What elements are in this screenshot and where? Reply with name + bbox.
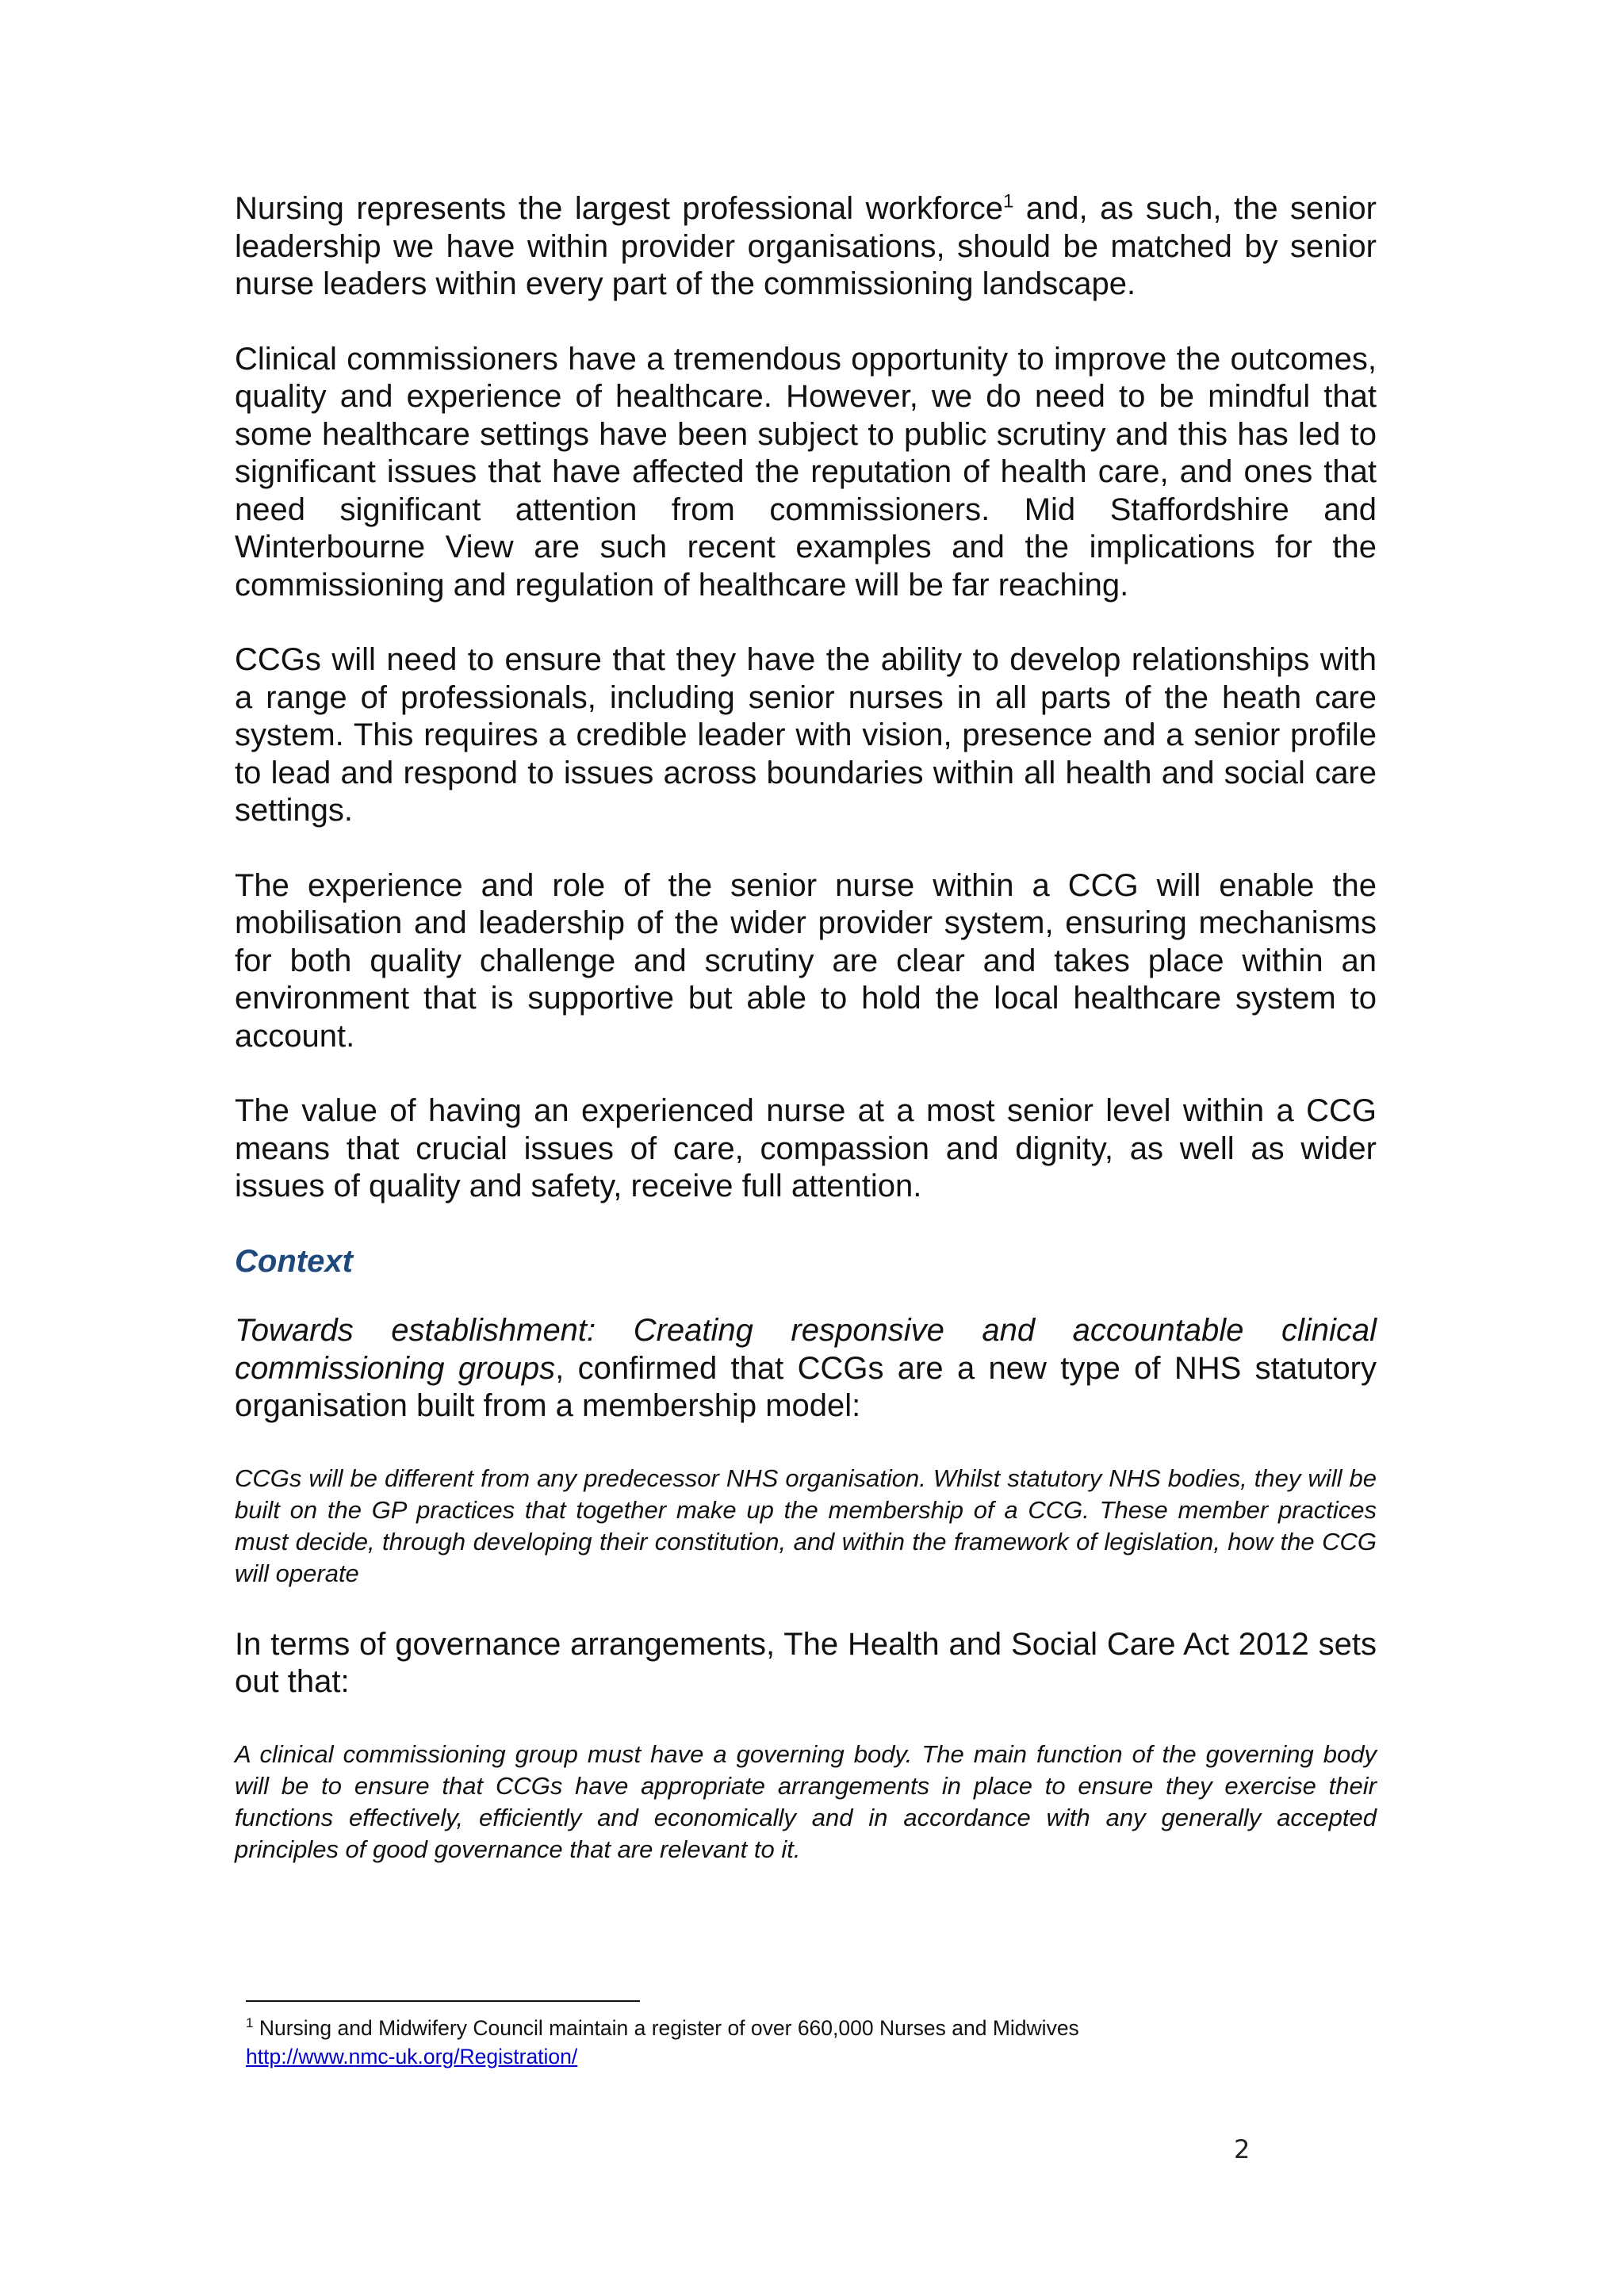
paragraph-governance: In terms of governance arrangements, The Health and Social Care Act 2012 sets out that:	[235, 1626, 1377, 1699]
footnote	[246, 2014, 1356, 2071]
paragraph-nursing-workforce	[235, 190, 1377, 304]
paragraph-text: and, as such, the senior leadership we have within provider organisations, should be matched by senior nurse leaders within every part of the commissioning landscape.	[235, 191, 1377, 301]
document-title-italic: Towards establishment: Creating responsive and accountable clinical commissioning groups	[235, 1313, 1377, 1386]
footnote-marker: 1	[246, 2015, 254, 2031]
footnote-link-line	[246, 2042, 1356, 2071]
footnote-separator	[246, 2000, 640, 2002]
quote-governing-body: A clinical commissioning group must have a governing body. The main function of the governing body will be to ensure that CCGs have appropriate arrangements in place to ensure they exercise their functions effectively, efficiently and economically and in accordance with any generally accepted principles of good governance that are relevant to it.	[235, 1739, 1377, 1863]
paragraph-senior-nurse-role: The experience and role of the senior nurse within a CCG will enable the mobilisation and leadership of the wider provider system, ensuring mechanisms for both quality challenge and scrutiny are clear and takes place within an environment that is supportive but able to hold the local healthcare system to account.	[235, 867, 1377, 1054]
paragraph-value-of-nurse: The value of having an experienced nurse at a most senior level within a CCG means that crucial issues of care, compassion and dignity, as well as wider issues of quality and safety, receive full attention.	[235, 1093, 1377, 1203]
footnote-line	[246, 2014, 1356, 2042]
footnote-reference[interactable]: 1	[1002, 190, 1014, 212]
footnote-text: Nursing and Midwifery Council maintain a register of over 660,000 Nurses and Midwives	[253, 2016, 1079, 2040]
footnote-link[interactable]: http://www.nmc-uk.org/Registration/	[246, 2045, 578, 2068]
paragraph-ccg-relationships: CCGs will need to ensure that they have the ability to develop relationships with a range of professionals, including senior nurses in all parts of the heath care system. This requires a credible leader with vision, presence and a senior profile to lead and respond to issues across boundaries within all health and social care settings.	[235, 642, 1377, 828]
paragraph-clinical-commissioners: Clinical commissioners have a tremendous opportunity to improve the outcomes, quality and experience of healthcare. However, we do need to be mindful that some healthcare settings have been subject to public scrutiny and this has led to significant issues that have affected the reputation of health care, and ones that need significant attention from commissioners. Mid Staffordshire and Winterbourne View are such recent examples and the implications for the commissioning and regulation of healthcare will be far reaching.	[235, 341, 1377, 603]
section-heading-context: Context	[235, 1243, 353, 1279]
quote-ccg-membership: CCGs will be different from any predecessor NHS organisation. Whilst statutory NHS bodies, they will be built on the GP practices that together make up the membership of a CCG. These member practices must decide, through developing their constitution, and within the framework of legislation, how the CCG will operate	[235, 1464, 1377, 1587]
paragraph-text: Nursing represents the largest professional workforce	[235, 191, 1003, 226]
body-content	[235, 190, 1377, 1900]
paragraph-towards-establishment	[235, 1312, 1377, 1425]
paragraph-text: , confirmed that CCGs are a new type of NHS statutory organisation built from a membership model:	[235, 1350, 1377, 1423]
page-number: 2	[1234, 2134, 1251, 2164]
